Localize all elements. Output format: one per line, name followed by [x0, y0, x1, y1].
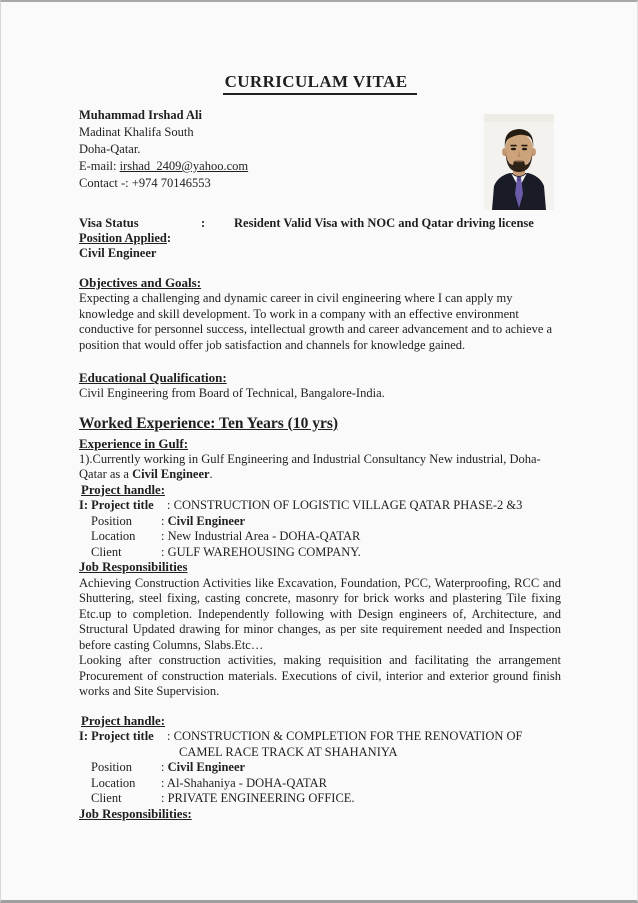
education-body: Civil Engineering from Board of Technical, Bangalore-India.: [79, 386, 385, 400]
project-2-position-row: [79, 760, 561, 776]
project-1-title: : CONSTRUCTION OF LOGISTIC VILLAGE QATAR PHASE-2 &3: [167, 498, 523, 512]
visa-status-row: [79, 216, 561, 231]
education-heading: Educational Qualification:: [79, 370, 227, 385]
project-2-responsibilities-heading: Job Responsibilities:: [79, 806, 192, 821]
position-label: Position: [91, 513, 132, 528]
position-applied-value: Civil Engineer: [79, 246, 157, 260]
position-applied-label: Position Applied: [79, 231, 167, 245]
project-1-responsibilities-paragraph-2: Looking after construction activities, making requisition and facilitating the arrangement Procurement of construction materials. Executions of civil, interior and exterior ground finish works and Site Supervision.: [79, 653, 561, 698]
project-2-handle-heading: Project handle:: [81, 713, 165, 728]
project-2-location-row: [79, 776, 561, 792]
project-2: [79, 714, 561, 823]
title-row: [79, 72, 561, 95]
project-2-title-label: I: Project title: [79, 729, 154, 743]
visa-section: [79, 216, 561, 261]
project-1-client-row: [79, 545, 561, 561]
visa-status-label: Visa Status: [79, 216, 139, 230]
portrait-photo: [484, 114, 554, 210]
project-1-title-label: I: Project title: [79, 498, 154, 512]
location-label: Location: [91, 529, 136, 543]
document-title: CURRICULAM VITAE: [223, 72, 418, 95]
position-applied-colon: :: [166, 231, 172, 245]
position-applied-row: [79, 231, 561, 246]
education-section: [79, 370, 561, 402]
person-name: Muhammad Irshad Ali: [79, 108, 202, 122]
project-1: [79, 483, 561, 700]
project-1-responsibilities-paragraph-1: Achieving Construction Activities like Excavation, Foundation, PCC, Waterproofing, RCC and Shuttering, steel fixing, casting concrete, masonry for brick works and plastering Tile fixing Etc.up to completion. Independently following with Design engineers of, Architecture, and Structural Updated drawing for minor changes, as per site requirement needed and Inspection before casting Columns, Slabs.Etc…: [79, 575, 561, 652]
client-value: : PRIVATE ENGINEERING OFFICE.: [161, 791, 355, 805]
current-employment-text: 1).Currently working in Gulf Engineering and Industrial Consultancy New industrial, Doha-Qatar as a: [79, 451, 541, 481]
project-2-title-row: [79, 729, 561, 760]
location-label: Location: [91, 775, 136, 790]
objectives-section: [79, 275, 561, 353]
visa-status-colon: :: [201, 216, 206, 230]
project-1-position-row: [79, 514, 561, 530]
client-label: Client: [91, 544, 122, 559]
project-2-client-row: [79, 791, 561, 807]
project-1-handle-heading: Project handle:: [81, 482, 165, 497]
location-value: : New Industrial Area - DOHA-QATAR: [161, 529, 361, 543]
address-line-2: Doha-Qatar.: [79, 142, 141, 156]
client-value: : GULF WAREHOUSING COMPANY.: [161, 544, 361, 559]
project-2-title-line2: CAMEL RACE TRACK AT SHAHANIYA: [179, 744, 398, 759]
email-link[interactable]: irshad_2409@yahoo.com: [119, 159, 249, 173]
client-label: Client: [91, 791, 122, 805]
position-label: Position: [91, 760, 132, 774]
phone-label: Contact -:: [79, 176, 132, 190]
email-label: E-mail:: [79, 159, 120, 173]
objectives-heading: Objectives and Goals:: [79, 275, 202, 290]
position-value: : Civil Engineer: [161, 513, 246, 528]
visa-status-value: Resident Valid Visa with NOC and Qatar driving license: [234, 216, 534, 230]
project-1-responsibilities-heading: Job Responsibilities: [79, 560, 188, 574]
experience-heading: Worked Experience: Ten Years (10 yrs): [79, 414, 339, 432]
project-1-title-row: [79, 498, 561, 514]
project-1-location-row: [79, 529, 561, 545]
location-value: : Al-Shahaniya - DOHA-QATAR: [161, 775, 328, 790]
phone-number: +974 70146553: [131, 176, 211, 190]
address-line-1: Madinat Khalifa South: [79, 125, 194, 139]
position-value: : Civil Engineer: [161, 760, 246, 774]
experience-region-heading: Experience in Gulf:: [79, 435, 189, 451]
current-role: Civil Engineer: [132, 467, 210, 481]
current-employment-period: .: [209, 467, 213, 481]
objectives-body: Expecting a challenging and dynamic career in civil engineering where I can apply my knowledge and skill development. To work in a company with an effective environment conductive for personnel success, intellectual growth and career advancement and to achieve a position that would offer job satisfaction and channels for knowledge gained.: [79, 291, 553, 352]
current-employment: [79, 452, 561, 483]
project-2-title: : CONSTRUCTION & COMPLETION FOR THE RENOVATION OF CAMEL RACE TRACK AT SHAHANIYA: [167, 729, 561, 760]
